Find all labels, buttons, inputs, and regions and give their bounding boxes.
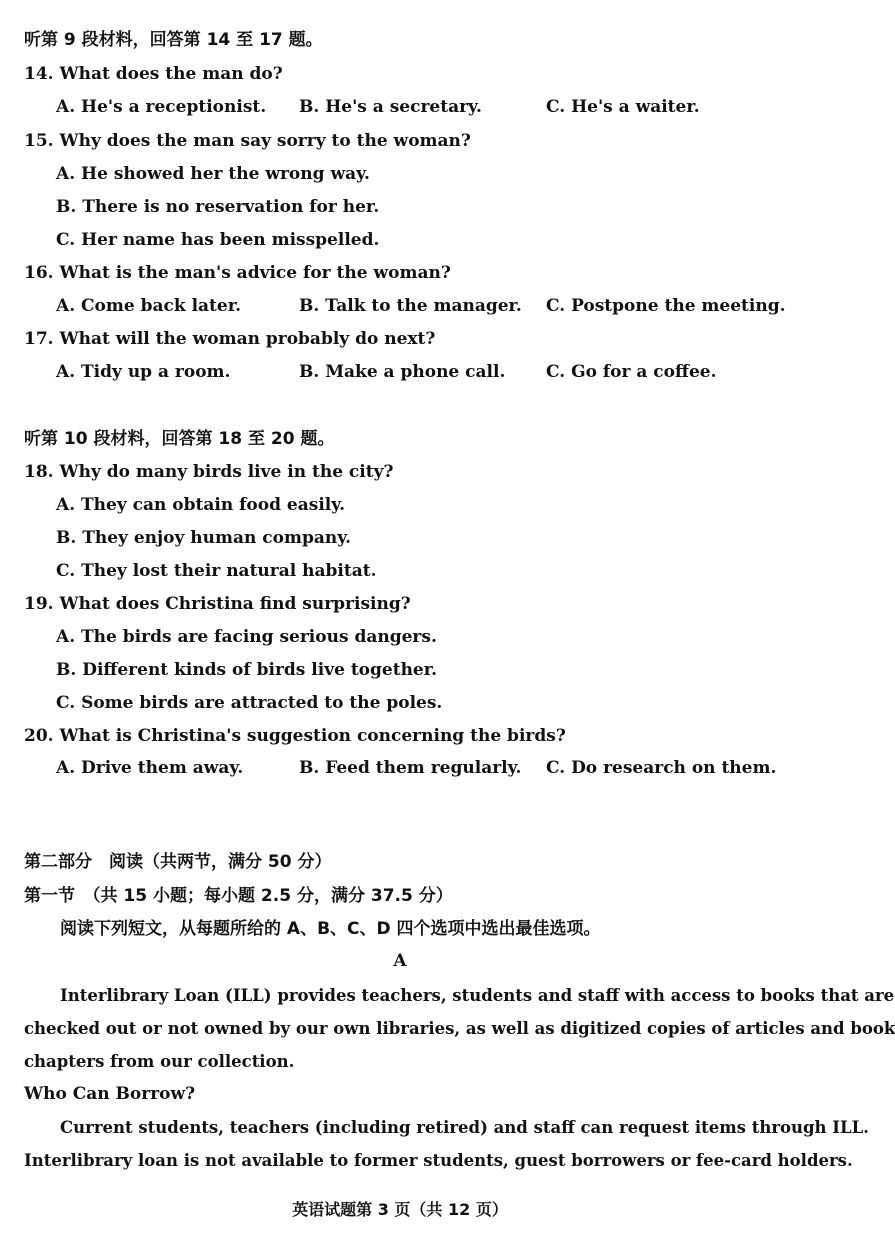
question-20-stem: 20. What is Christina's suggestion concerning the birds? [24, 726, 566, 746]
question-17-option-c: C. Go for a coffee. [546, 362, 717, 382]
question-17-stem: 17. What will the woman probably do next? [24, 329, 436, 349]
question-19-option-b: B. Different kinds of birds live together. [56, 660, 438, 680]
passage-line-1: Interlibrary Loan (ILL) provides teachers, students and staff with access to books that are [60, 986, 895, 1005]
section-1-title: 第一节 （共 15 小题；每小题 2.5 分，满分 37.5 分） [24, 886, 453, 906]
reading-instruction: 阅读下列短文，从每题所给的 A、B、C、D 四个选项中选出最佳选项。 [60, 919, 601, 939]
question-17-option-a: A. Tidy up a room. [56, 362, 231, 382]
question-20-option-c: C. Do research on them. [546, 758, 777, 778]
question-14-stem: 14. What does the man do? [24, 64, 283, 84]
question-20-option-a: A. Drive them away. [56, 758, 244, 778]
passage-line-2: checked out or not owned by our own libraries, as well as digitized copies of articles and book [24, 1019, 895, 1038]
who-can-borrow-heading: Who Can Borrow? [24, 1084, 196, 1104]
question-15-stem: 15. Why does the man say sorry to the woman? [24, 131, 471, 151]
question-20-option-b: B. Feed them regularly. [299, 758, 522, 778]
question-18-option-a: A. They can obtain food easily. [56, 495, 346, 515]
question-15-option-c: C. Her name has been misspelled. [56, 230, 380, 250]
passage-letter: A [393, 951, 407, 971]
page-footer: 英语试题第 3 页（共 12 页） [292, 1200, 508, 1219]
question-19-option-a: A. The birds are facing serious dangers. [56, 627, 437, 647]
question-16-option-c: C. Postpone the meeting. [546, 296, 786, 316]
question-19-stem: 19. What does Christina find surprising? [24, 594, 411, 614]
question-16-option-a: A. Come back later. [56, 296, 242, 316]
question-19-option-c: C. Some birds are attracted to the poles. [56, 693, 443, 713]
section-10-header: 听第 10 段材料，回答第 18 至 20 题。 [24, 429, 335, 449]
section-9-header: 听第 9 段材料，回答第 14 至 17 题。 [24, 30, 323, 50]
question-15-option-a: A. He showed her the wrong way. [56, 164, 370, 184]
question-16-option-b: B. Talk to the manager. [299, 296, 522, 316]
question-18-stem: 18. Why do many birds live in the city? [24, 462, 394, 482]
question-18-option-c: C. They lost their natural habitat. [56, 561, 377, 581]
question-17-option-b: B. Make a phone call. [299, 362, 506, 382]
passage-line-3: chapters from our collection. [24, 1052, 295, 1071]
part-2-title: 第二部分 阅读（共两节，满分 50 分） [24, 852, 332, 872]
borrow-line-2: Interlibrary loan is not available to former students, guest borrowers or fee-card holders. [24, 1151, 853, 1170]
question-14-option-b: B. He's a secretary. [299, 97, 482, 117]
question-14-option-c: C. He's a waiter. [546, 97, 700, 117]
borrow-line-1: Current students, teachers (including retired) and staff can request items through ILL. [60, 1118, 869, 1137]
question-15-option-b: B. There is no reservation for her. [56, 197, 380, 217]
question-14-option-a: A. He's a receptionist. [56, 97, 267, 117]
question-16-stem: 16. What is the man's advice for the woman? [24, 263, 451, 283]
question-18-option-b: B. They enjoy human company. [56, 528, 352, 548]
